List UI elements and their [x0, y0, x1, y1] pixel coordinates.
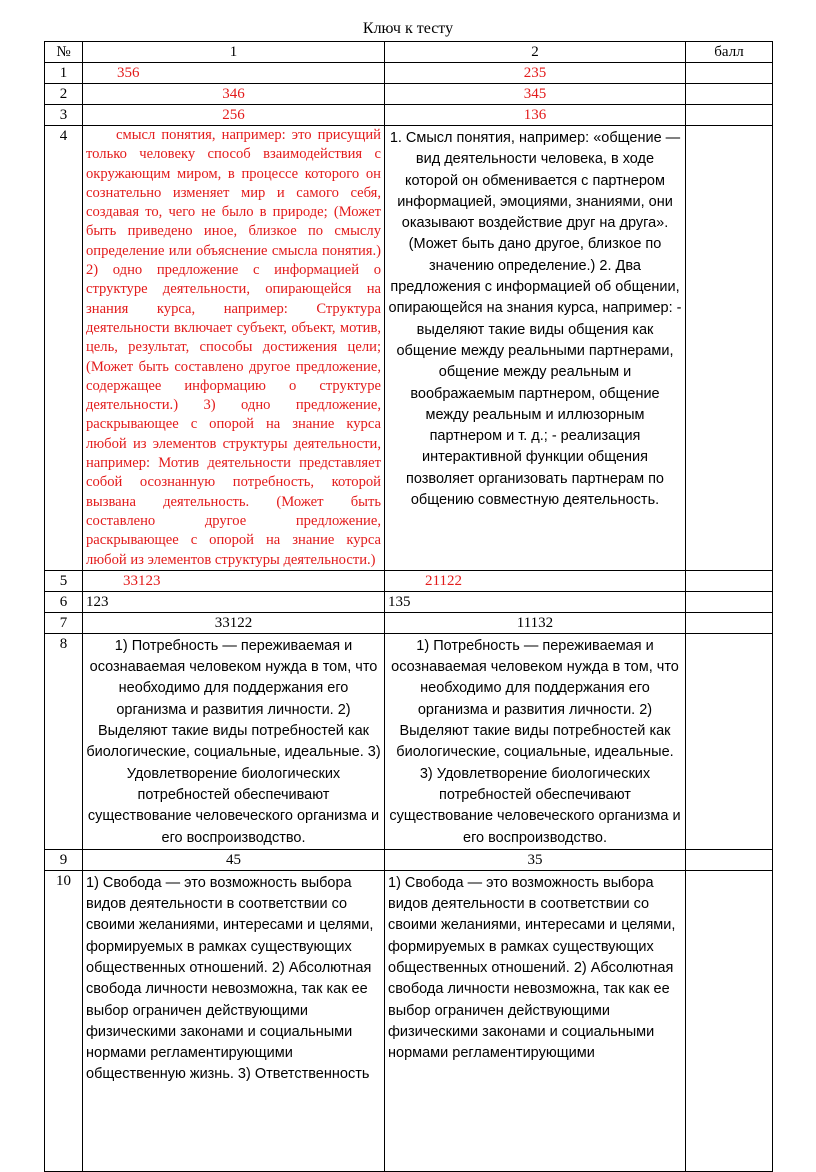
table-row [45, 591, 773, 612]
table-row [45, 849, 773, 870]
header-col1: 1 [83, 42, 385, 63]
row-num: 9 [45, 849, 83, 870]
table-row [45, 570, 773, 591]
table-row [45, 84, 773, 105]
answer-col2: 1. Смысл понятия, например: «общение — вид деятельности человека, в ходе которой он обменивается с партнером информацией, эмоциями, знаниями, они оказывают воздействие друг на друга». (Может быть дано другое, близкое по значению определение.) 2. Два предложения с информацией об общении, опирающейся на знания курса, например: - выделяют такие виды общения как общение между реальными партнерами, общение между реальным и воображаемым партнером, общение между реальным и иллюзорным партнером и т. д.; - реализация интерактивной функции общения позволяет организовать партнерам по общению совместную деятельность. [385, 126, 686, 571]
answer-col2: 1) Потребность — переживаемая и осознаваемая человеком нужда в том, что необходимо для поддержания его организма и развития личности. 2) Выделяют такие виды потребностей как биологические, социальные, идеальные. 3) Удовлетворение биологических потребностей обеспечивают существование человеческого организма и его воспроизводство. [385, 633, 686, 849]
table-row [45, 633, 773, 849]
answer-col2: 11132 [385, 612, 686, 633]
answer-col2: 235 [385, 63, 686, 84]
answer-col1: 33122 [83, 612, 385, 633]
row-num: 7 [45, 612, 83, 633]
row-num: 6 [45, 591, 83, 612]
answer-col1: смысл понятия, например: это присущий только человеку способ взаимодействия с окружающим миром, в процессе которого он сознательно изменяет мир и самого себя, создавая то, чего не было в природе; (Может быть приведено иное, близкое по смыслу определение или объяснение смысла понятия.) 2) одно предложение с информацией о структуре деятельности, опирающейся на знания курса, например: Структура деятельности включает субъект, объект, мотив, цель, результат, способы достижения цели; (Может быть составлено другое предложение, содержащее информацию о структуре деятельности.) 3) одно предложение, раскрывающее с опорой на знание курса любой из элементов структуры деятельности, например: Мотив деятельности представляет собой осознанную потребность, которой вызвана деятельность. (Может быть составлено другое предложение, раскрывающее с опорой на знание курса любой из элементов структуры деятельности.) [83, 126, 385, 571]
answer-col1: 45 [83, 849, 385, 870]
row-num: 3 [45, 105, 83, 126]
answer-col2: 135 [385, 591, 686, 612]
answer-col1: 33123 [83, 570, 385, 591]
header-num: № [45, 42, 83, 63]
table-row [45, 105, 773, 126]
answer-col1: 1) Потребность — переживаемая и осознаваемая человеком нужда в том, что необходимо для поддержания его организма и развития личности. 2) Выделяют такие виды потребностей как биологические, социальные, идеальные. 3) Удовлетворение биологических потребностей обеспечивают существование человеческого организма и его воспроизводство. [83, 633, 385, 849]
answer-col2: 35 [385, 849, 686, 870]
score-cell [686, 105, 773, 126]
score-cell [686, 63, 773, 84]
row-num: 1 [45, 63, 83, 84]
header-score: балл [686, 42, 773, 63]
score-cell [686, 612, 773, 633]
table-row [45, 126, 773, 571]
answer-col2: 345 [385, 84, 686, 105]
answer-col1: 123 [83, 591, 385, 612]
answer-col2: 136 [385, 105, 686, 126]
answer-col1: 356 [83, 63, 385, 84]
row-num: 5 [45, 570, 83, 591]
score-cell [686, 570, 773, 591]
answer-col1: 346 [83, 84, 385, 105]
answer-col1: 1) Свобода — это возможность выбора видов деятельности в соответствии со своими желаниями, интересами и целями, формируемых в рамках существующих общественных отношений. 2) Абсолютная свобода личности невозможна, так как ее выбор ограничен действующими физическими законами и социальными нормами регламентирующими общественную жизнь. 3) Ответственность [83, 870, 385, 1171]
score-cell [686, 126, 773, 571]
score-cell [686, 84, 773, 105]
answer-col2: 21122 [385, 570, 686, 591]
answer-col1: 256 [83, 105, 385, 126]
row-num: 10 [45, 870, 83, 1171]
header-col2: 2 [385, 42, 686, 63]
score-cell [686, 591, 773, 612]
score-cell [686, 870, 773, 1171]
page-title: Ключ к тесту [362, 20, 454, 37]
score-cell [686, 849, 773, 870]
answer-key-table [44, 41, 773, 1172]
row-num: 8 [45, 633, 83, 849]
header-row [45, 42, 773, 63]
table-row [45, 870, 773, 1171]
score-cell [686, 633, 773, 849]
answer-col2: 1) Свобода — это возможность выбора видов деятельности в соответствии со своими желаниями, интересами и целями, формируемых в рамках существующих общественных отношений. 2) Абсолютная свобода личности невозможна, так как ее выбор ограничен действующими физическими законами и социальными нормами регламентирующими [385, 870, 686, 1171]
table-row [45, 63, 773, 84]
row-num: 2 [45, 84, 83, 105]
row-num: 4 [45, 126, 83, 571]
table-row [45, 612, 773, 633]
